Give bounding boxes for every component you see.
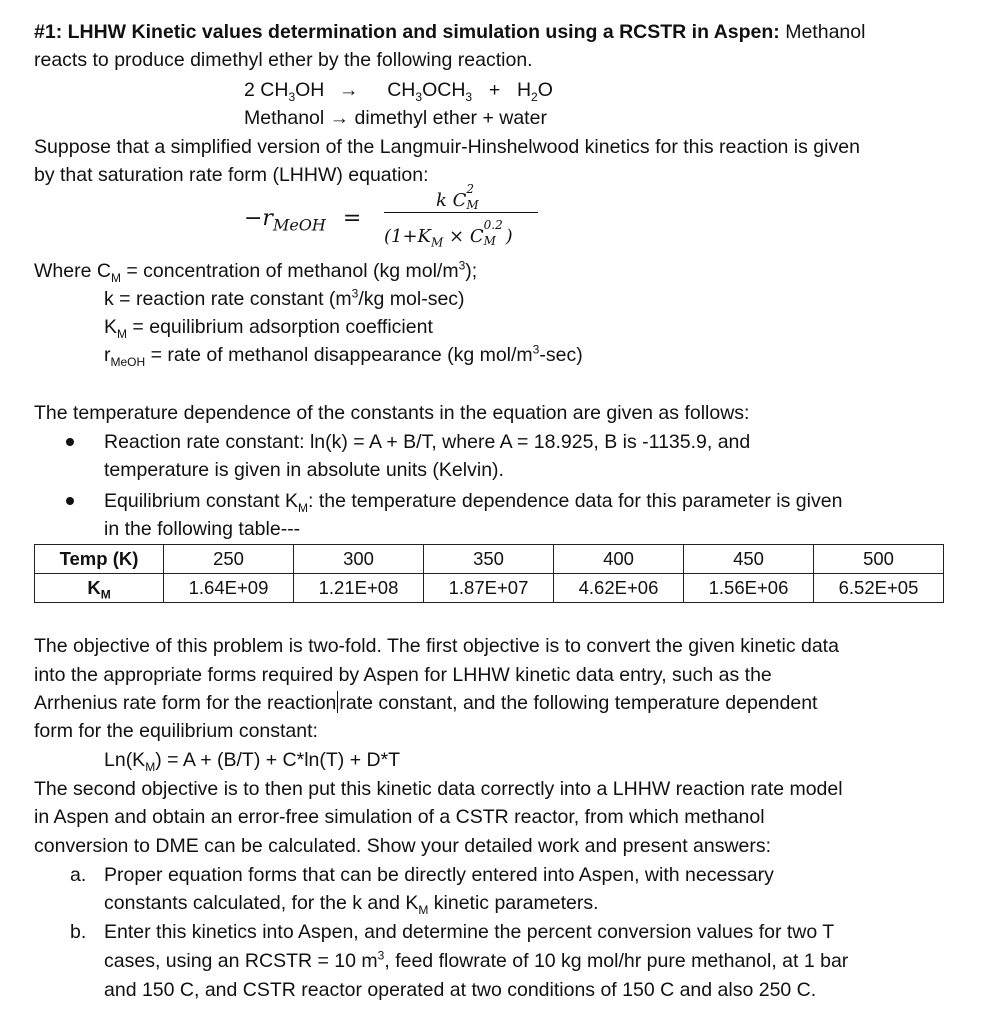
def-r-tail: -sec) [539, 344, 583, 366]
product1-subscript-2: 3 [465, 89, 473, 104]
reactant-tail: OH [295, 79, 325, 101]
table-cell: 350 [424, 545, 554, 574]
product1-mid: OCH [422, 79, 466, 101]
definition-rate-constant [104, 285, 465, 313]
table-row [35, 574, 944, 603]
task-a-line-1: Proper equation forms that can be directly entered into Aspen, with necessary [104, 864, 774, 886]
def-cm-text: Where C [34, 260, 111, 282]
rate-lhs-subscript: MeOH [272, 215, 326, 235]
objective-2-line-2: in Aspen and obtain an error-free simulation of a CSTR reactor, from which methanol [34, 806, 765, 828]
denominator-subscript-2: M [483, 234, 496, 248]
task-b-line-1: Enter this kinetics into Aspen, and determine the percent conversion values for two T [104, 921, 835, 943]
table-cell: 1.87E+07 [424, 574, 554, 603]
rate-equation-lhs [244, 206, 361, 234]
product2-subscript: 2 [531, 89, 538, 104]
bullet-1-line-1: Reaction rate constant: ln(k) = A + B/T, where A = 18.925, B is -1135.9, and [104, 431, 751, 453]
bullet-icon [66, 438, 74, 446]
task-b-text: cases, using an RCSTR = 10 m [104, 950, 378, 972]
formula-subscript: M [145, 759, 156, 774]
task-a-tail: kinetic parameters. [428, 892, 599, 914]
def-r-body: = rate of methanol disappearance (kg mol/m [145, 344, 533, 366]
table-cell: 1.21E+08 [294, 574, 424, 603]
product2-text: H [516, 79, 532, 101]
definition-rate [104, 341, 583, 369]
task-b-line-2 [104, 947, 848, 975]
problem-title: #1: LHHW Kinetic values determination and simulation using a RCSTR in Aspen: [34, 21, 780, 43]
table-cell: 500 [814, 545, 944, 574]
reaction-names: Methanol → dimethyl ether + water [244, 107, 547, 129]
reaction-equation [244, 77, 553, 103]
table-header-km [35, 574, 164, 603]
product1-text: CH [387, 79, 416, 101]
table-cell: 1.56E+06 [684, 574, 814, 603]
bullet-2-text: Equilibrium constant K [104, 490, 299, 512]
denominator-text: (1+K [384, 226, 432, 247]
def-km-subscript: M [117, 326, 128, 341]
table-header-temp: Temp (K) [35, 545, 164, 574]
objective-line-4: form for the equilibrium constant: [34, 720, 318, 742]
def-km-tail: = equilibrium adsorption coefficient [127, 316, 433, 338]
task-b-line-3: and 150 C, and CSTR reactor operated at two conditions of 150 C and also 250 C. [104, 979, 817, 1001]
bullet-2-line-1 [104, 487, 842, 515]
objective-line-2: into the appropriate forms required by Aspen for LHHW kinetic data entry, such as the [34, 664, 772, 686]
km-header-text: K [87, 577, 101, 598]
def-cm-superscript: 3 [458, 258, 466, 273]
task-b-tail: , feed flowrate of 10 kg mol/hr pure methanol, at 1 bar [384, 950, 849, 972]
objective-2-line-1: The second objective is to then put this kinetic data correctly into a LHHW reaction rate model [34, 778, 843, 800]
table-cell: 4.62E+06 [554, 574, 684, 603]
def-cm-subscript: M [110, 270, 121, 285]
def-cm-body: = concentration of methanol (kg mol/m [120, 260, 459, 282]
intro-line-1: Suppose that a simplified version of the Langmuir-Hinshelwood kinetics for this reaction is given [34, 136, 860, 158]
numerator-text: k C [436, 190, 467, 211]
denominator-close: ) [505, 226, 513, 247]
objective-line-1: The objective of this problem is two-fold. The first objective is to convert the given kinetic data [34, 635, 839, 657]
formula-text: Ln(K [104, 749, 146, 771]
def-k-tail: /kg mol-sec) [358, 288, 465, 310]
task-b-superscript: 3 [377, 948, 385, 963]
temperature-intro: The temperature dependence of the constants in the equation are given as follows: [34, 402, 750, 424]
def-r-superscript: 3 [532, 342, 540, 357]
denominator-superscript: 0.2 [483, 218, 503, 232]
numerator-superscript: 2 [466, 182, 475, 196]
definition-adsorption [104, 313, 433, 341]
task-a-line-2 [104, 889, 599, 917]
task-b-label: b. [70, 921, 87, 943]
objective-line-3-start: Arrhenius rate form for the reaction [34, 692, 337, 714]
def-k-text: k = reaction rate constant (m [104, 288, 352, 310]
def-km-text: K [104, 316, 118, 338]
problem-intro-line: reacts to produce dimethyl ether by the following reaction. [34, 49, 533, 71]
numerator-subscript: M [466, 198, 479, 212]
table-cell: 6.52E+05 [814, 574, 944, 603]
km-formula [104, 746, 400, 774]
km-table [34, 544, 944, 603]
bullet-2-subscript: M [298, 500, 309, 515]
reactant-subscript: 3 [288, 89, 296, 104]
reaction-plus: + [488, 79, 501, 101]
denominator-times: × C [443, 226, 484, 247]
objective-line-3-end: rate constant, and the following temperature dependent [339, 692, 818, 714]
bullet-icon [66, 497, 74, 505]
product2-tail: O [537, 79, 553, 101]
table-cell: 1.64E+09 [164, 574, 294, 603]
table-row [35, 545, 944, 574]
intro-line-2: by that saturation rate form (LHHW) equation: [34, 164, 429, 186]
rate-denominator [384, 218, 513, 250]
task-a-text: constants calculated, for the k and K [104, 892, 419, 914]
reactant-text: 2 CH [244, 79, 289, 101]
fraction-bar [384, 212, 538, 213]
problem-title-line [34, 18, 865, 46]
km-header-subscript: M [100, 587, 111, 602]
definition-concentration [34, 257, 477, 285]
objective-line-3 [34, 689, 817, 717]
denominator-subscript-1: M [431, 235, 444, 250]
rate-lhs: −r [244, 206, 273, 231]
table-cell: 450 [684, 545, 814, 574]
def-r-subscript: MeOH [110, 354, 146, 369]
task-a-label: a. [70, 864, 87, 886]
task-a-subscript: M [418, 902, 429, 917]
problem-title-rest: Methanol [785, 21, 866, 43]
def-k-superscript: 3 [351, 286, 359, 301]
def-cm-tail: ); [465, 260, 478, 282]
table-cell: 250 [164, 545, 294, 574]
formula-tail: ) = A + (B/T) + C*ln(T) + D*T [155, 749, 401, 771]
def-r-text: r [104, 344, 111, 366]
objective-2-line-3: conversion to DME can be calculated. Show your detailed work and present answers: [34, 835, 772, 857]
bullet-1-line-2: temperature is given in absolute units (Kelvin). [104, 459, 504, 481]
bullet-2-line-2: in the following table--- [104, 518, 301, 540]
bullet-2-tail: : the temperature dependence data for this parameter is given [308, 490, 843, 512]
product1-subscript-1: 3 [415, 89, 423, 104]
reaction-arrow: → [339, 79, 359, 101]
table-cell: 300 [294, 545, 424, 574]
rate-numerator [436, 182, 479, 212]
rate-equals: = [342, 206, 362, 231]
table-cell: 400 [554, 545, 684, 574]
